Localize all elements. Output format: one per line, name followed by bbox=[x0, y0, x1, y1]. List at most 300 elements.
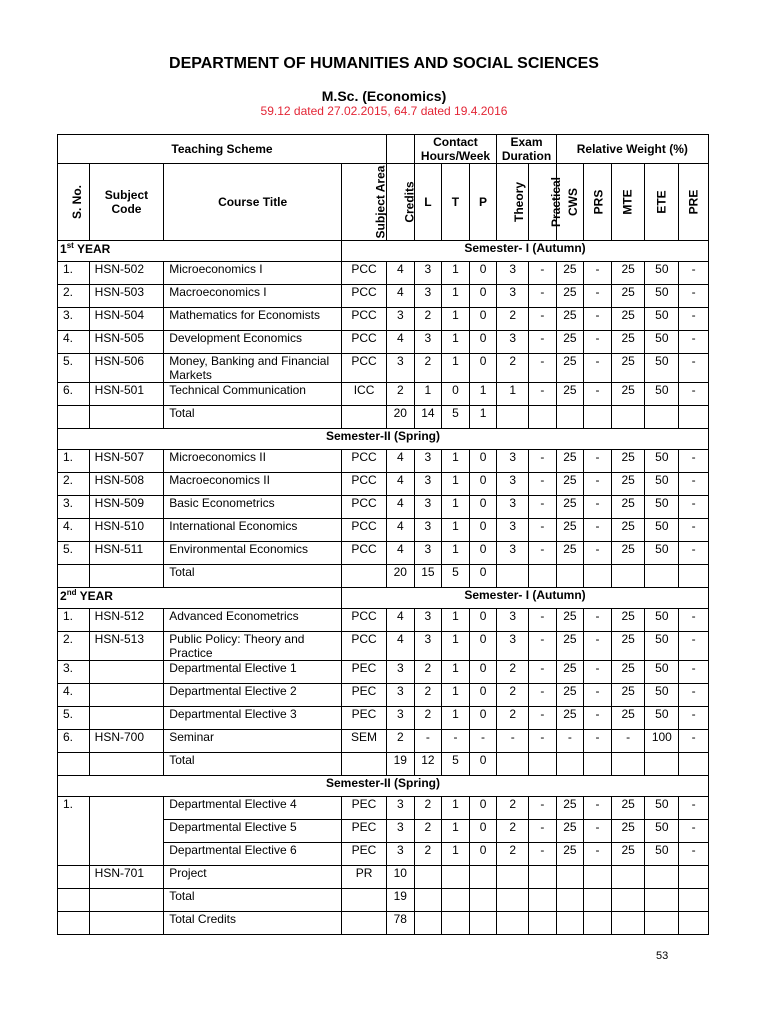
cell-theory: 2 bbox=[497, 797, 529, 820]
relative-weight-header: Relative Weight (%) bbox=[556, 135, 708, 164]
practical-header: Practical bbox=[529, 164, 557, 241]
cell-t bbox=[442, 912, 470, 935]
cell-code bbox=[89, 406, 164, 429]
cell-mte: 25 bbox=[611, 473, 645, 496]
cell-mte bbox=[611, 406, 645, 429]
cell-cws: 25 bbox=[556, 473, 584, 496]
cell-code: HSN-509 bbox=[89, 496, 164, 519]
cell-credits: 20 bbox=[387, 565, 415, 588]
cell-theory: 3 bbox=[497, 496, 529, 519]
cell-practical: - bbox=[529, 262, 557, 285]
header-row-columns bbox=[58, 164, 709, 241]
cell-pre bbox=[679, 866, 709, 889]
cell-pre: - bbox=[679, 383, 709, 406]
cell-cws: 25 bbox=[556, 684, 584, 707]
course-row bbox=[58, 496, 709, 519]
cell-code: HSN-503 bbox=[89, 285, 164, 308]
cell-cws: 25 bbox=[556, 383, 584, 406]
cell-t: 1 bbox=[442, 684, 470, 707]
cell-code: HSN-501 bbox=[89, 383, 164, 406]
cell-code: HSN-506 bbox=[89, 354, 164, 383]
cell-area: PCC bbox=[342, 496, 387, 519]
cell-prs: - bbox=[584, 383, 612, 406]
cell-mte: 25 bbox=[611, 684, 645, 707]
cell-l: 3 bbox=[414, 331, 442, 354]
semester-label: Semester-II (Spring) bbox=[58, 429, 709, 450]
cell-mte bbox=[611, 565, 645, 588]
semester-header-row bbox=[58, 776, 709, 797]
cell-mte: 25 bbox=[611, 542, 645, 565]
cell-l: 15 bbox=[414, 565, 442, 588]
cell-title: Departmental Elective 2 bbox=[164, 684, 342, 707]
cell-p bbox=[469, 889, 497, 912]
cell-theory: 3 bbox=[497, 519, 529, 542]
cell-sno: 3. bbox=[58, 496, 90, 519]
cell-mte: 25 bbox=[611, 843, 645, 866]
cell-code: HSN-504 bbox=[89, 308, 164, 331]
cell-p: 0 bbox=[469, 565, 497, 588]
year-label: 1st YEAR bbox=[58, 241, 342, 262]
cell-sno: 5. bbox=[58, 707, 90, 730]
cell-practical: - bbox=[529, 707, 557, 730]
cell-pre bbox=[679, 912, 709, 935]
cell-prs: - bbox=[584, 797, 612, 820]
cell-cws: 25 bbox=[556, 609, 584, 632]
cell-t: 5 bbox=[442, 565, 470, 588]
cell-area bbox=[342, 753, 387, 776]
cell-p: 0 bbox=[469, 820, 497, 843]
cell-theory bbox=[497, 912, 529, 935]
cell-cws: 25 bbox=[556, 354, 584, 383]
cell-prs: - bbox=[584, 820, 612, 843]
cell-l: 2 bbox=[414, 684, 442, 707]
cell-pre: - bbox=[679, 496, 709, 519]
cell-title: Total bbox=[164, 565, 342, 588]
cell-mte: 25 bbox=[611, 609, 645, 632]
department-title: DEPARTMENT OF HUMANITIES AND SOCIAL SCIENCES bbox=[169, 55, 599, 72]
cell-title: Environmental Economics bbox=[164, 542, 342, 565]
cell-area bbox=[342, 565, 387, 588]
semester-header-row bbox=[58, 241, 709, 262]
cell-sno: 4. bbox=[58, 684, 90, 707]
cell-theory: 2 bbox=[497, 684, 529, 707]
cell-title: Macroeconomics I bbox=[164, 285, 342, 308]
cell-area: PCC bbox=[342, 262, 387, 285]
cell-theory: 2 bbox=[497, 308, 529, 331]
pre-header: PRE bbox=[679, 164, 709, 241]
cell-credits: 3 bbox=[387, 661, 415, 684]
cell-code bbox=[89, 889, 164, 912]
cell-pre: - bbox=[679, 262, 709, 285]
cell-pre: - bbox=[679, 632, 709, 661]
cell-l: 3 bbox=[414, 450, 442, 473]
cell-l bbox=[414, 866, 442, 889]
cell-theory bbox=[497, 406, 529, 429]
cell-practical: - bbox=[529, 383, 557, 406]
cell-area: PCC bbox=[342, 308, 387, 331]
cell-sno: 1. bbox=[58, 797, 90, 866]
cell-l: 3 bbox=[414, 285, 442, 308]
cell-prs: - bbox=[584, 730, 612, 753]
cell-p: 0 bbox=[469, 753, 497, 776]
subject-code-header: Subject Code bbox=[89, 164, 164, 241]
cell-pre: - bbox=[679, 797, 709, 820]
cell-p: 0 bbox=[469, 843, 497, 866]
cell-l: 3 bbox=[414, 632, 442, 661]
cell-p: 0 bbox=[469, 684, 497, 707]
cell-l: 3 bbox=[414, 473, 442, 496]
cell-theory: 3 bbox=[497, 542, 529, 565]
cell-title: Departmental Elective 3 bbox=[164, 707, 342, 730]
cell-theory: 2 bbox=[497, 820, 529, 843]
cell-title: Public Policy: Theory and Practice bbox=[164, 632, 342, 661]
cell-l: 12 bbox=[414, 753, 442, 776]
cell-area: PCC bbox=[342, 473, 387, 496]
cell-practical bbox=[529, 753, 557, 776]
cell-pre bbox=[679, 753, 709, 776]
cell-ete: 50 bbox=[645, 820, 679, 843]
course-row bbox=[58, 473, 709, 496]
cell-practical bbox=[529, 406, 557, 429]
cell-pre: - bbox=[679, 730, 709, 753]
cell-p: 0 bbox=[469, 519, 497, 542]
cell-credits: 4 bbox=[387, 519, 415, 542]
cell-mte: 25 bbox=[611, 450, 645, 473]
cell-ete: 50 bbox=[645, 285, 679, 308]
theory-header: Theory bbox=[497, 164, 529, 241]
cell-sno: 4. bbox=[58, 331, 90, 354]
cell-title: Technical Communication bbox=[164, 383, 342, 406]
cell-l: 14 bbox=[414, 406, 442, 429]
cell-sno: 1. bbox=[58, 262, 90, 285]
cell-sno bbox=[58, 753, 90, 776]
cell-ete: 50 bbox=[645, 383, 679, 406]
cell-theory bbox=[497, 866, 529, 889]
cell-theory: - bbox=[497, 730, 529, 753]
cell-pre: - bbox=[679, 331, 709, 354]
cell-credits: 2 bbox=[387, 730, 415, 753]
cell-prs bbox=[584, 912, 612, 935]
year-label: 2nd YEAR bbox=[58, 588, 342, 609]
cell-code: HSN-510 bbox=[89, 519, 164, 542]
cell-area: PCC bbox=[342, 519, 387, 542]
cell-t: 1 bbox=[442, 609, 470, 632]
cell-practical: - bbox=[529, 820, 557, 843]
cell-ete bbox=[645, 866, 679, 889]
cell-title: Departmental Elective 5 bbox=[164, 820, 342, 843]
course-row bbox=[58, 354, 709, 383]
cell-t: 5 bbox=[442, 406, 470, 429]
cell-code: HSN-701 bbox=[89, 866, 164, 889]
cell-pre bbox=[679, 406, 709, 429]
cell-credits: 4 bbox=[387, 450, 415, 473]
cell-p: 0 bbox=[469, 496, 497, 519]
cell-practical: - bbox=[529, 632, 557, 661]
cell-t: 1 bbox=[442, 331, 470, 354]
cell-prs: - bbox=[584, 496, 612, 519]
cell-cws bbox=[556, 565, 584, 588]
teaching-scheme-table bbox=[57, 134, 709, 935]
cell-l: 3 bbox=[414, 542, 442, 565]
cell-ete bbox=[645, 912, 679, 935]
cell-ete: 50 bbox=[645, 354, 679, 383]
cell-area: PCC bbox=[342, 542, 387, 565]
cell-pre: - bbox=[679, 609, 709, 632]
cell-cws bbox=[556, 889, 584, 912]
cell-prs: - bbox=[584, 450, 612, 473]
cell-sno: 2. bbox=[58, 285, 90, 308]
cell-pre: - bbox=[679, 542, 709, 565]
cell-code bbox=[89, 797, 164, 866]
cell-ete: 100 bbox=[645, 730, 679, 753]
cell-prs: - bbox=[584, 684, 612, 707]
header-row-groups bbox=[58, 135, 709, 164]
cell-cws bbox=[556, 406, 584, 429]
course-row bbox=[58, 866, 709, 889]
cell-theory: 2 bbox=[497, 707, 529, 730]
cell-theory: 2 bbox=[497, 354, 529, 383]
cell-l: 2 bbox=[414, 797, 442, 820]
cell-t: 5 bbox=[442, 753, 470, 776]
cell-title: Total bbox=[164, 889, 342, 912]
cell-credits: 3 bbox=[387, 308, 415, 331]
semester-label: Semester- I (Autumn) bbox=[342, 241, 709, 262]
cell-area: PR bbox=[342, 866, 387, 889]
cell-pre: - bbox=[679, 820, 709, 843]
cell-pre bbox=[679, 889, 709, 912]
cell-t: 1 bbox=[442, 285, 470, 308]
cell-mte bbox=[611, 912, 645, 935]
semester-label: Semester-II (Spring) bbox=[58, 776, 709, 797]
cell-practical: - bbox=[529, 496, 557, 519]
cell-ete bbox=[645, 753, 679, 776]
cell-credits: 4 bbox=[387, 496, 415, 519]
cell-cws: 25 bbox=[556, 820, 584, 843]
cell-pre: - bbox=[679, 661, 709, 684]
cell-prs: - bbox=[584, 632, 612, 661]
cell-prs bbox=[584, 565, 612, 588]
cell-theory: 3 bbox=[497, 285, 529, 308]
cell-l bbox=[414, 912, 442, 935]
cell-theory: 3 bbox=[497, 331, 529, 354]
cell-cws: 25 bbox=[556, 661, 584, 684]
cell-practical: - bbox=[529, 843, 557, 866]
cell-cws bbox=[556, 912, 584, 935]
cell-cws: 25 bbox=[556, 285, 584, 308]
cell-title: Departmental Elective 4 bbox=[164, 797, 342, 820]
cell-ete: 50 bbox=[645, 450, 679, 473]
cell-ete: 50 bbox=[645, 262, 679, 285]
cell-prs bbox=[584, 889, 612, 912]
page-number: 53 bbox=[656, 950, 669, 962]
cell-pre: - bbox=[679, 519, 709, 542]
cell-sno: 5. bbox=[58, 354, 90, 383]
cell-ete: 50 bbox=[645, 843, 679, 866]
cell-p bbox=[469, 866, 497, 889]
course-row bbox=[58, 632, 709, 661]
cell-t: 1 bbox=[442, 843, 470, 866]
teaching-scheme-header: Teaching Scheme bbox=[58, 135, 387, 164]
cell-credits: 4 bbox=[387, 285, 415, 308]
cell-area: PEC bbox=[342, 797, 387, 820]
cell-p: 0 bbox=[469, 707, 497, 730]
total-row bbox=[58, 889, 709, 912]
course-row bbox=[58, 308, 709, 331]
cell-prs: - bbox=[584, 285, 612, 308]
cell-cws: - bbox=[556, 730, 584, 753]
cell-code bbox=[89, 753, 164, 776]
cell-p: - bbox=[469, 730, 497, 753]
cell-cws: 25 bbox=[556, 632, 584, 661]
cell-cws bbox=[556, 753, 584, 776]
cell-area: PEC bbox=[342, 707, 387, 730]
cell-mte: 25 bbox=[611, 820, 645, 843]
cell-ete: 50 bbox=[645, 542, 679, 565]
cell-sno: 3. bbox=[58, 308, 90, 331]
cell-sno: 6. bbox=[58, 730, 90, 753]
cell-cws: 25 bbox=[556, 450, 584, 473]
cell-p: 0 bbox=[469, 354, 497, 383]
cell-p: 0 bbox=[469, 450, 497, 473]
cell-t: 1 bbox=[442, 542, 470, 565]
cell-credits: 20 bbox=[387, 406, 415, 429]
cell-p: 0 bbox=[469, 262, 497, 285]
cell-l: 3 bbox=[414, 496, 442, 519]
cell-t bbox=[442, 889, 470, 912]
course-row bbox=[58, 797, 709, 820]
cell-practical bbox=[529, 912, 557, 935]
cell-sno: 5. bbox=[58, 542, 90, 565]
cell-credits: 3 bbox=[387, 820, 415, 843]
course-row bbox=[58, 542, 709, 565]
cell-practical bbox=[529, 565, 557, 588]
cell-t bbox=[442, 866, 470, 889]
cell-mte: 25 bbox=[611, 519, 645, 542]
cell-t: 1 bbox=[442, 354, 470, 383]
cell-pre: - bbox=[679, 354, 709, 383]
cell-theory: 2 bbox=[497, 661, 529, 684]
cell-title: Total bbox=[164, 406, 342, 429]
cell-title: Microeconomics I bbox=[164, 262, 342, 285]
cell-t: 1 bbox=[442, 632, 470, 661]
cell-credits: 19 bbox=[387, 889, 415, 912]
cell-p: 0 bbox=[469, 308, 497, 331]
course-row bbox=[58, 262, 709, 285]
cell-practical bbox=[529, 889, 557, 912]
cell-t: 1 bbox=[442, 450, 470, 473]
cell-sno bbox=[58, 912, 90, 935]
cell-ete bbox=[645, 565, 679, 588]
cell-p: 0 bbox=[469, 632, 497, 661]
cell-credits: 3 bbox=[387, 354, 415, 383]
cell-prs: - bbox=[584, 843, 612, 866]
cell-area bbox=[342, 912, 387, 935]
ete-header: ETE bbox=[645, 164, 679, 241]
cell-theory: 3 bbox=[497, 450, 529, 473]
cell-theory: 2 bbox=[497, 843, 529, 866]
cell-credits: 4 bbox=[387, 542, 415, 565]
cell-mte: 25 bbox=[611, 308, 645, 331]
cell-pre: - bbox=[679, 308, 709, 331]
cell-code: HSN-502 bbox=[89, 262, 164, 285]
cell-cws: 25 bbox=[556, 496, 584, 519]
cell-title: Microeconomics II bbox=[164, 450, 342, 473]
cell-practical: - bbox=[529, 450, 557, 473]
course-row bbox=[58, 730, 709, 753]
cell-credits: 4 bbox=[387, 262, 415, 285]
cell-sno bbox=[58, 565, 90, 588]
cell-sno: 1. bbox=[58, 609, 90, 632]
cell-mte: 25 bbox=[611, 661, 645, 684]
cell-practical bbox=[529, 866, 557, 889]
cell-area bbox=[342, 406, 387, 429]
cell-credits: 4 bbox=[387, 473, 415, 496]
cell-theory bbox=[497, 565, 529, 588]
cell-pre: - bbox=[679, 285, 709, 308]
cell-title: Basic Econometrics bbox=[164, 496, 342, 519]
cell-ete: 50 bbox=[645, 632, 679, 661]
cell-credits: 3 bbox=[387, 843, 415, 866]
cell-credits: 4 bbox=[387, 632, 415, 661]
cell-practical: - bbox=[529, 473, 557, 496]
cell-area: PEC bbox=[342, 661, 387, 684]
cell-l: 2 bbox=[414, 661, 442, 684]
cell-l: 3 bbox=[414, 262, 442, 285]
cell-practical: - bbox=[529, 354, 557, 383]
cell-theory: 3 bbox=[497, 262, 529, 285]
cell-cws: 25 bbox=[556, 797, 584, 820]
course-row bbox=[58, 383, 709, 406]
cell-t: 1 bbox=[442, 473, 470, 496]
cell-code bbox=[89, 684, 164, 707]
cell-area: PCC bbox=[342, 354, 387, 383]
cell-prs: - bbox=[584, 354, 612, 383]
cell-practical: - bbox=[529, 542, 557, 565]
cell-l: 1 bbox=[414, 383, 442, 406]
cell-ete: 50 bbox=[645, 684, 679, 707]
cell-mte bbox=[611, 866, 645, 889]
cell-l: - bbox=[414, 730, 442, 753]
cell-mte: 25 bbox=[611, 262, 645, 285]
cell-mte: 25 bbox=[611, 496, 645, 519]
course-row bbox=[58, 609, 709, 632]
cell-prs: - bbox=[584, 473, 612, 496]
cell-area: PEC bbox=[342, 684, 387, 707]
cell-mte: - bbox=[611, 730, 645, 753]
cell-practical: - bbox=[529, 797, 557, 820]
cell-code bbox=[89, 565, 164, 588]
cell-code: HSN-508 bbox=[89, 473, 164, 496]
cell-mte: 25 bbox=[611, 383, 645, 406]
cell-code bbox=[89, 661, 164, 684]
cell-p: 0 bbox=[469, 331, 497, 354]
cell-code bbox=[89, 707, 164, 730]
cell-ete: 50 bbox=[645, 308, 679, 331]
cell-sno bbox=[58, 406, 90, 429]
cell-title: Total bbox=[164, 753, 342, 776]
course-row bbox=[58, 684, 709, 707]
exam-duration-header: Exam Duration bbox=[497, 135, 556, 164]
cell-credits: 4 bbox=[387, 331, 415, 354]
mte-header: MTE bbox=[611, 164, 645, 241]
total-row bbox=[58, 406, 709, 429]
cell-sno: 1. bbox=[58, 450, 90, 473]
cell-cws: 25 bbox=[556, 262, 584, 285]
cell-title: Mathematics for Economists bbox=[164, 308, 342, 331]
cell-t: 1 bbox=[442, 496, 470, 519]
cell-l: 3 bbox=[414, 519, 442, 542]
t-header: T bbox=[442, 164, 470, 241]
